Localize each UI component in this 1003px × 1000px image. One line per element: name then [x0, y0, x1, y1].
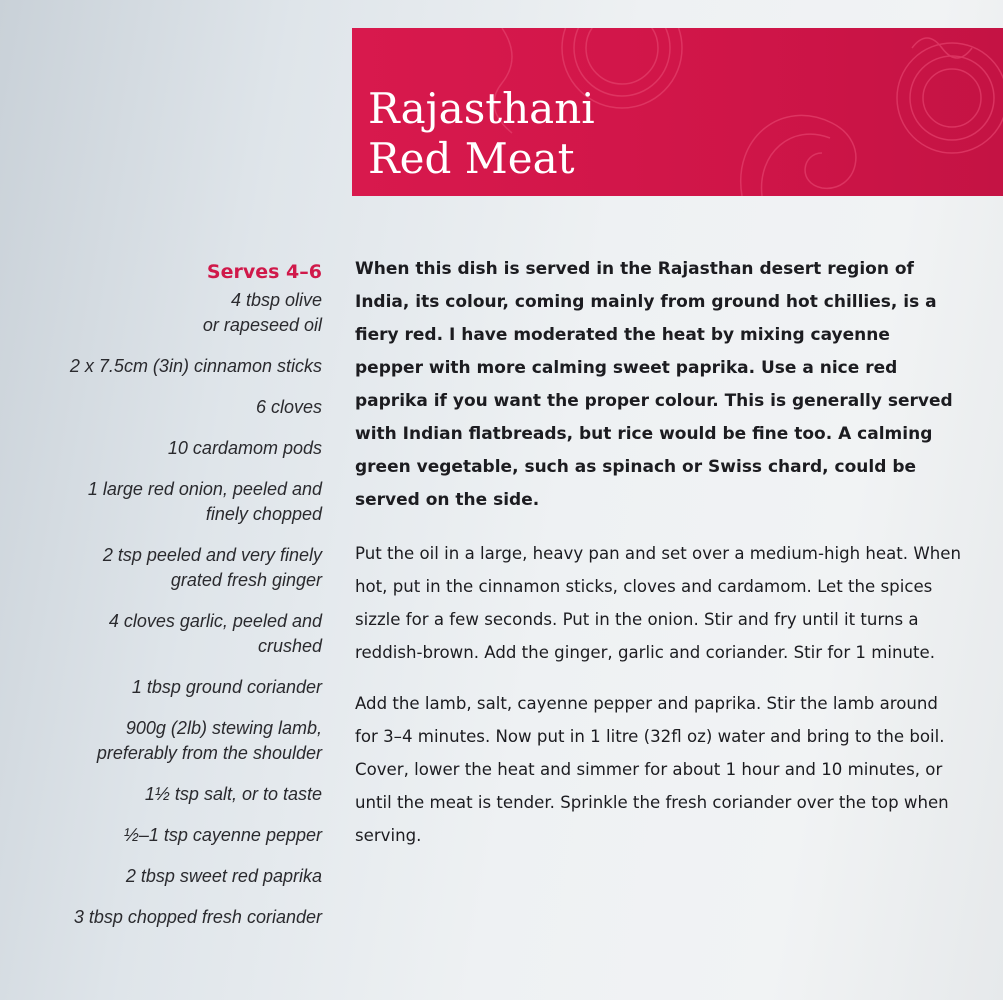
ingredients-column: [30, 258, 322, 946]
ingredient-item: [30, 436, 322, 461]
ingredient-line: 900g (2lb) stewing lamb,: [125, 718, 322, 738]
method-step: Put the oil in a large, heavy pan and set over a medium-high heat. When hot, put in the cinnamon sticks, cloves and cardamom. Let the spices sizzle for a few seconds. Put in the onion. Stir and fry until it turns a reddish-brown. Add the ginger, garlic and coriander. Stir for 1 minute.: [355, 544, 962, 662]
ingredient-line: grated fresh ginger: [170, 570, 322, 590]
ingredient-item: [30, 905, 322, 930]
ingredient-line: 2 tbsp sweet red paprika: [125, 866, 322, 886]
method-column: [355, 253, 963, 870]
title-line-1: Rajasthani: [368, 84, 595, 133]
recipe-title: [368, 84, 595, 184]
ingredient-item: [30, 543, 322, 593]
ingredient-line: preferably from the shoulder: [96, 743, 322, 763]
ingredient-line: 1½ tsp salt, or to taste: [144, 784, 322, 804]
ingredient-line: 1 large red onion, peeled and: [87, 479, 322, 499]
ingredient-line: 3 tbsp chopped fresh coriander: [73, 907, 322, 927]
ingredient-line: crushed: [257, 636, 322, 656]
ingredient-line: 6 cloves: [255, 397, 322, 417]
ingredient-line: finely chopped: [205, 504, 322, 524]
ingredient-item: [30, 395, 322, 420]
ingredient-line: 2 x 7.5cm (3in) cinnamon sticks: [69, 356, 322, 376]
ingredient-item: [30, 782, 322, 807]
title-banner: [352, 28, 1003, 196]
ingredient-item: [30, 716, 322, 766]
ingredient-item: [30, 477, 322, 527]
ingredient-line: or rapeseed oil: [202, 315, 322, 335]
ingredient-item: [30, 609, 322, 659]
ingredient-line: 1 tbsp ground coriander: [131, 677, 322, 697]
ingredient-item: [30, 354, 322, 379]
recipe-intro: When this dish is served in the Rajasthan desert region of India, its colour, coming mainly from ground hot chillies, is a fiery red. I have moderated the heat by mixing cayenne pepper with more calming sweet paprika. Use a nice red paprika if you want the proper colour. This is generally served with Indian flatbreads, but rice would be fine too. A calming green vegetable, such as spinach or Swiss chard, could be served on the side.: [355, 259, 953, 510]
title-line-2: Red Meat: [368, 134, 575, 183]
ingredient-item: [30, 864, 322, 889]
ingredient-item: [30, 823, 322, 848]
ingredient-item: [30, 675, 322, 700]
method-step: Add the lamb, salt, cayenne pepper and paprika. Stir the lamb around for 3–4 minutes. Now put in 1 litre (32fl oz) water and bring to the boil. Cover, lower the heat and simmer for about 1 hour and 10 minutes, or until the meat is tender. Sprinkle the fresh coriander over the top when serving.: [355, 694, 949, 845]
ingredient-item: [30, 288, 322, 338]
ingredient-line: ½–1 tsp cayenne pepper: [123, 825, 322, 845]
ingredient-line: 4 tbsp olive: [230, 290, 322, 310]
ingredient-line: 2 tsp peeled and very finely: [102, 545, 322, 565]
ingredient-line: 4 cloves garlic, peeled and: [108, 611, 322, 631]
serves-label: Serves 4–6: [206, 261, 322, 283]
ingredient-line: 10 cardamom pods: [167, 438, 322, 458]
